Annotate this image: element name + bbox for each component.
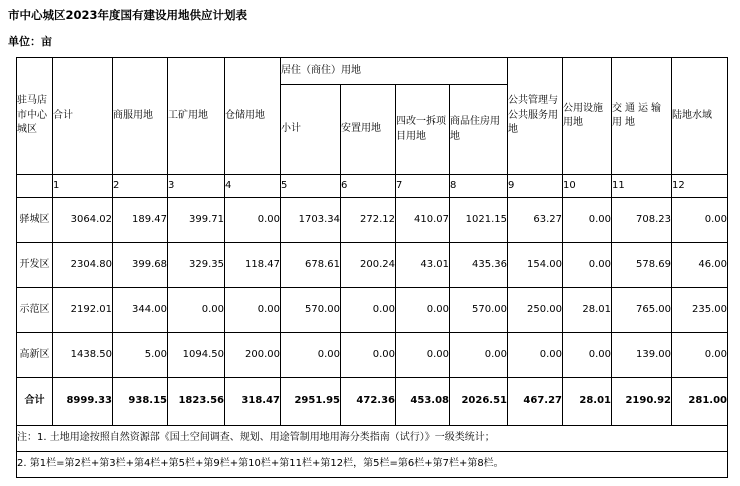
- total-row: [17, 378, 728, 426]
- total-value: 8999.33: [53, 378, 113, 426]
- total-value: 318.47: [225, 378, 281, 426]
- table-note: 2. 第1栏=第2栏+第3栏+第4栏+第5栏+第9栏+第10栏+第11栏+第12栏，第5栏=第6栏+第7栏+第8栏。: [17, 452, 728, 478]
- row-value: 250.00: [508, 288, 563, 333]
- row-district: 开发区: [17, 243, 53, 288]
- row-value: 2192.01: [53, 288, 113, 333]
- row-value: 0.00: [563, 243, 612, 288]
- column-number: 11: [612, 175, 672, 198]
- header-subtotal: 小计: [281, 85, 341, 175]
- row-value: 200.00: [225, 333, 281, 378]
- header-transport: 交通运输用地: [612, 58, 672, 175]
- column-number: 1: [53, 175, 113, 198]
- row-value: 28.01: [563, 288, 612, 333]
- column-number: 4: [225, 175, 281, 198]
- column-number: 3: [168, 175, 225, 198]
- row-value: 678.61: [281, 243, 341, 288]
- header-total: 合计: [53, 58, 113, 175]
- row-value: 344.00: [113, 288, 168, 333]
- row-value: 189.47: [113, 198, 168, 243]
- unit-label: 单位：亩: [8, 35, 52, 48]
- row-district: 示范区: [17, 288, 53, 333]
- note-row: [17, 426, 728, 452]
- column-number: 5: [281, 175, 341, 198]
- column-number-blank: [17, 175, 53, 198]
- row-value: 1094.50: [168, 333, 225, 378]
- row-value: 0.00: [672, 333, 728, 378]
- total-value: 2026.51: [450, 378, 508, 426]
- total-value: 472.36: [341, 378, 396, 426]
- header-resettlement: 安置用地: [341, 85, 396, 175]
- column-number: 2: [113, 175, 168, 198]
- row-value: 399.68: [113, 243, 168, 288]
- row-value: 399.71: [168, 198, 225, 243]
- row-value: 1021.15: [450, 198, 508, 243]
- column-number: 8: [450, 175, 508, 198]
- total-value: 453.08: [396, 378, 450, 426]
- header-renovation: 四改一拆项目用地: [396, 85, 450, 175]
- total-value: 281.00: [672, 378, 728, 426]
- header-industrial: 工矿用地: [168, 58, 225, 175]
- row-district: 高新区: [17, 333, 53, 378]
- table-note: 注：1. 土地用途按照自然资源部《国土空间调查、规划、用途管制用地用海分类指南（试行）》一级类统计；: [17, 426, 728, 452]
- row-value: 0.00: [508, 333, 563, 378]
- row-value: 200.24: [341, 243, 396, 288]
- header-public-facility: 公用设施用地: [563, 58, 612, 175]
- row-value: 154.00: [508, 243, 563, 288]
- row-value: 5.00: [113, 333, 168, 378]
- row-value: 0.00: [281, 333, 341, 378]
- row-value: 43.01: [396, 243, 450, 288]
- header-warehouse: 仓储用地: [225, 58, 281, 175]
- total-value: 28.01: [563, 378, 612, 426]
- column-number: 6: [341, 175, 396, 198]
- row-value: 235.00: [672, 288, 728, 333]
- header-commercial-housing: 商品住房用地: [450, 85, 508, 175]
- row-value: 0.00: [168, 288, 225, 333]
- row-value: 765.00: [612, 288, 672, 333]
- total-value: 938.15: [113, 378, 168, 426]
- total-value: 467.27: [508, 378, 563, 426]
- row-value: 63.27: [508, 198, 563, 243]
- column-number-row: [17, 175, 728, 198]
- row-value: 139.00: [612, 333, 672, 378]
- total-value: 2190.92: [612, 378, 672, 426]
- row-value: 118.47: [225, 243, 281, 288]
- row-value: 0.00: [225, 198, 281, 243]
- land-supply-table: [16, 57, 728, 478]
- row-value: 2304.80: [53, 243, 113, 288]
- row-value: 0.00: [225, 288, 281, 333]
- row-value: 0.00: [341, 333, 396, 378]
- table-row: [17, 288, 728, 333]
- row-district: 驿城区: [17, 198, 53, 243]
- table-row: [17, 333, 728, 378]
- header-row-main: [17, 58, 728, 85]
- row-value: 0.00: [672, 198, 728, 243]
- row-value: 410.07: [396, 198, 450, 243]
- row-value: 570.00: [281, 288, 341, 333]
- document-title: 市中心城区2023年度国有建设用地供应计划表: [8, 8, 248, 22]
- header-public-mgmt: 公共管理与公共服务用地: [508, 58, 563, 175]
- row-value: 0.00: [450, 333, 508, 378]
- header-district: 驻马店市中心城区: [17, 58, 53, 175]
- row-value: 46.00: [672, 243, 728, 288]
- table-row: [17, 243, 728, 288]
- row-value: 578.69: [612, 243, 672, 288]
- row-value: 435.36: [450, 243, 508, 288]
- row-value: 1703.34: [281, 198, 341, 243]
- table-row: [17, 198, 728, 243]
- header-commercial: 商服用地: [113, 58, 168, 175]
- row-value: 329.35: [168, 243, 225, 288]
- note-row: [17, 452, 728, 478]
- row-value: 708.23: [612, 198, 672, 243]
- row-value: 0.00: [341, 288, 396, 333]
- total-label: 合计: [17, 378, 53, 426]
- total-value: 2951.95: [281, 378, 341, 426]
- total-value: 1823.56: [168, 378, 225, 426]
- row-value: 1438.50: [53, 333, 113, 378]
- row-value: 3064.02: [53, 198, 113, 243]
- row-value: 0.00: [396, 288, 450, 333]
- row-value: 570.00: [450, 288, 508, 333]
- row-value: 0.00: [396, 333, 450, 378]
- column-number: 7: [396, 175, 450, 198]
- header-residential-group: 居住（商住）用地: [281, 58, 508, 85]
- header-water: 陆地水域: [672, 58, 728, 175]
- row-value: 272.12: [341, 198, 396, 243]
- column-number: 10: [563, 175, 612, 198]
- column-number: 9: [508, 175, 563, 198]
- row-value: 0.00: [563, 333, 612, 378]
- row-value: 0.00: [563, 198, 612, 243]
- column-number: 12: [672, 175, 728, 198]
